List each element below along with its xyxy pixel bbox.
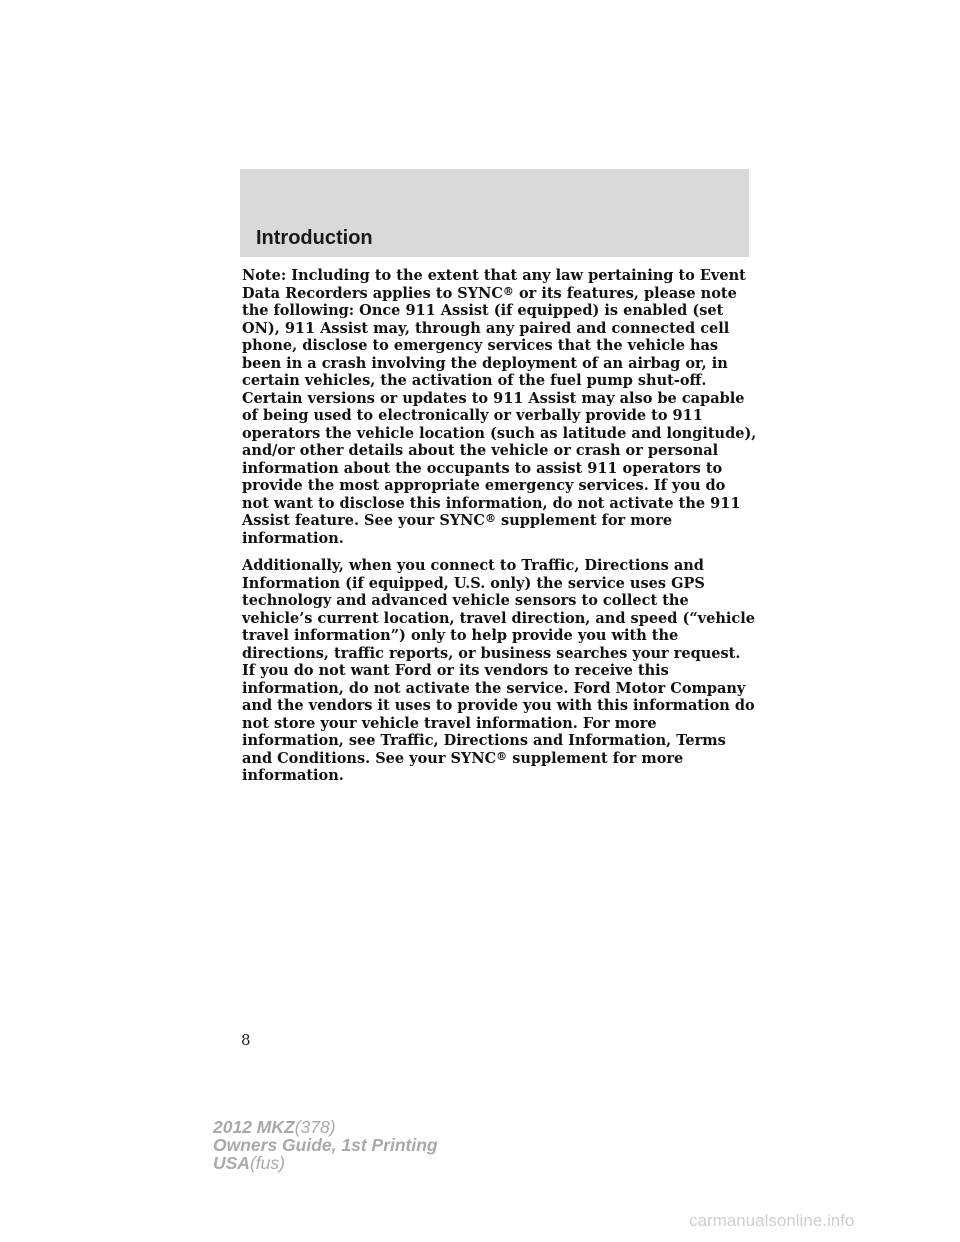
p1-text-middle: or its features, please note the following: Once 911 Assist (if equipped) is enabled (set ON), 911 Assist may, through any paired and connected cell phone, disclose to emergency services that the vehicle has been in a crash involving the deployment of an airbag or, in certain vehicles, the activation of the fuel pump shut-off. Certain versions or updates to 911 Assist may also be capable of being used to electronically or verbally provide to 911 operators the vehicle location (such as latitude and longitude), and/or other details about the vehicle or crash or personal information about the occupants to assist 911 operators to provide the most appropriate emergency services. If you do not want to disclose this information, do not activate the 911 Assist feature. See your SYNC [242, 284, 757, 529]
p1-text-start: Note: Including to the extent that any law pertaining to Event Data Recorders applies to SYNC [242, 267, 746, 302]
p2-text-main: Additionally, when you connect to Traffic, Directions and Information (if equipped, U.S. only) the service uses GPS technology and advanced vehicle sensors to collect the vehicle’s current location, travel direction, and speed (“vehicle travel information”) only to help provide you with the directions, traffic reports, or business searches your request. If you do not want Ford or its vendors to receive this information, do not activate the service. Ford Motor Company and the vendors it uses to provide you with this information do not store your vehicle travel information. For more information, see Traffic, Directions and Information, Terms and Conditions. See your SYNC [242, 557, 755, 767]
footer-market-code: (fus) [249, 1153, 285, 1173]
paragraph-traffic-directions [242, 557, 757, 785]
section-title: Introduction [256, 227, 373, 249]
footer-printing: Owners Guide, 1st Printing [213, 1135, 438, 1155]
watermark: carmanualsonline.info [689, 1211, 855, 1230]
footer-model: 2012 MKZ [213, 1117, 295, 1137]
paragraph-911-assist [242, 267, 757, 547]
p1-text-end: supplement for more information. [242, 512, 673, 547]
section-header [240, 169, 749, 257]
footer-model-code: (378) [294, 1117, 336, 1137]
registered-mark: ® [484, 512, 496, 525]
print-footer [213, 1118, 438, 1172]
footer-market: USA [213, 1153, 250, 1173]
body-text [242, 267, 757, 795]
p2-text-end: supplement for more information. [242, 749, 684, 784]
registered-mark: ® [496, 749, 508, 763]
page-number: 8 [241, 1031, 251, 1049]
footer-line-model [213, 1118, 438, 1136]
footer-line-market [213, 1154, 438, 1172]
registered-mark: ® [502, 284, 514, 298]
